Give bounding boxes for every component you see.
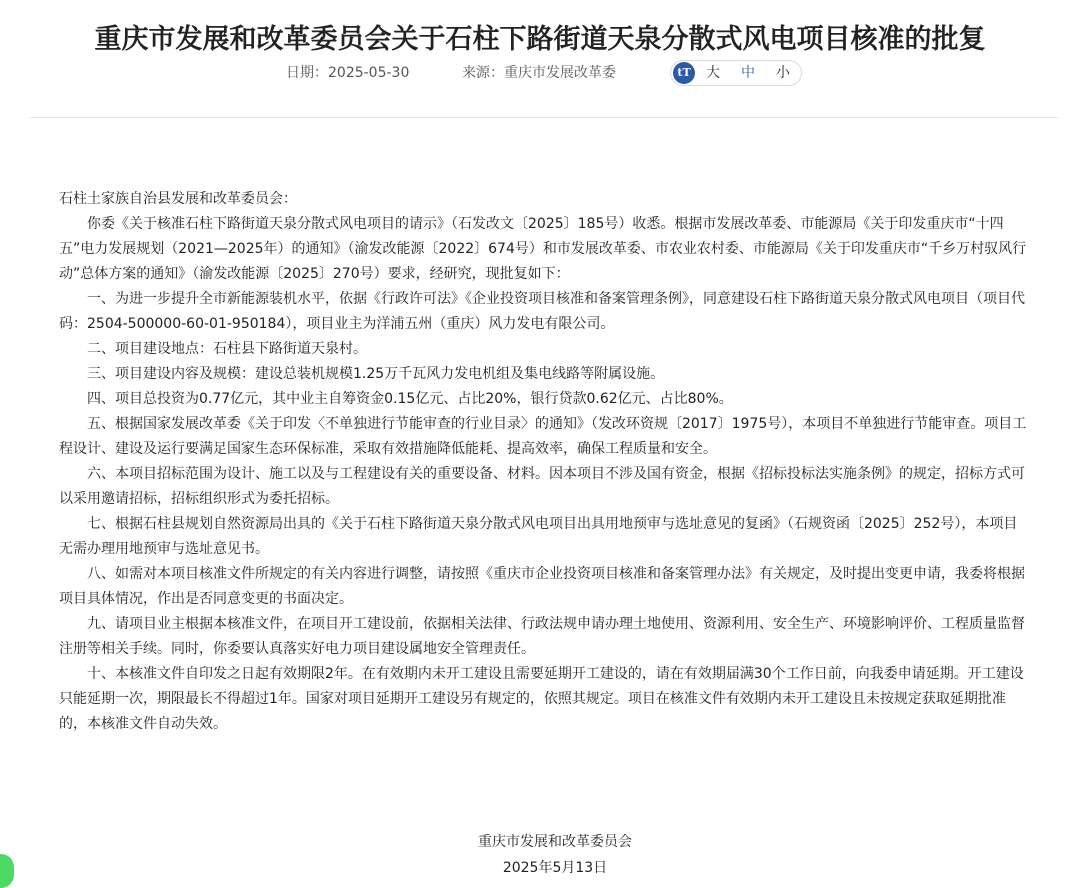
side-float-tab[interactable] xyxy=(0,854,14,888)
article-body xyxy=(59,187,1030,737)
font-size-icon: tT xyxy=(673,62,695,84)
body-paragraph: 九、请项目业主根据本核准文件，在项目开工建设前，依据相关法律、行政法规申请办理土地使用、资源利用、安全生产、环境影响评价、工程质量监督注册等相关手续。同时，你委要认真落实好电力项目建设属地安全管理责任。 xyxy=(59,616,1025,657)
salutation: 石柱土家族自治县发展和改革委员会： xyxy=(59,191,297,207)
font-size-small-button[interactable]: 小 xyxy=(776,65,790,81)
body-paragraph: 六、本项目招标范围为设计、施工以及与工程建设有关的重要设备、材料。因本项目不涉及国有资金，根据《招标投标法实施条例》的规定，招标方式可以采用邀请招标，招标组织形式为委托招标。 xyxy=(59,466,1025,507)
body-paragraph: 七、根据石柱县规划自然资源局出具的《关于石柱下路街道天泉分散式风电项目出具用地预审与选址意见的复函》（石规资函〔2025〕252号），本项目无需办理用地预审与选址意见书。 xyxy=(59,516,1018,557)
publish-date: 日期：2025-05-30 xyxy=(286,65,410,81)
header-divider xyxy=(30,117,1058,118)
signature-date: 2025年5月13日 xyxy=(502,860,608,876)
signature-org: 重庆市发展和改革委员会 xyxy=(478,834,632,850)
body-paragraph: 五、根据国家发展改革委《关于印发〈不单独进行节能审查的行业目录〉的通知》（发改环资规〔2017〕1975号），本项目不单独进行节能审查。项目工程设计、建设及运行要满足国家生态环保标准，采取有效措施降低能耗、提高效率，确保工程质量和安全。 xyxy=(59,416,1027,457)
article-meta xyxy=(0,60,1080,86)
body-paragraph: 四、项目总投资为0.77亿元，其中业主自筹资金0.15亿元、占比20%，银行贷款0.62亿元、占比80%。 xyxy=(87,391,733,407)
font-size-medium-button[interactable]: 中 xyxy=(741,65,755,81)
body-paragraph: 二、项目建设地点：石柱县下路街道天泉村。 xyxy=(87,341,367,357)
body-paragraph: 你委《关于核准石柱下路街道天泉分散式风电项目的请示》（石发改文〔2025〕185号）收悉。根据市发展改革委、市能源局《关于印发重庆市“十四五”电力发展规划（2021—2025年）的通知》（渝发改能源〔2022〕674号）和市发展改革委、市农业农村委、市能源局《关于印发重庆市“千乡万村驭风行动”总体方案的通知》（渝发改能源〔2025〕270号）要求，经研究，现批复如下： xyxy=(59,216,1027,282)
body-paragraph: 十、本核准文件自印发之日起有效期限2年。在有效期内未开工建设且需要延期开工建设的，请在有效期届满30个工作日前，向我委申请延期。开工建设只能延期一次，期限最长不得超过1年。国家对项目延期开工建设另有规定的，依照其规定。项目在核准文件有效期内未开工建设且未按规定获取延期批准的，本核准文件自动失效。 xyxy=(59,666,1024,732)
body-paragraph: 三、项目建设内容及规模：建设总装机规模1.25万千瓦风力发电机组及集电线路等附属设施。 xyxy=(87,366,665,382)
font-size-switch xyxy=(670,60,802,86)
body-paragraph: 一、为进一步提升全市新能源装机水平，依据《行政许可法》《企业投资项目核准和备案管理条例》，同意建设石柱下路街道天泉分散式风电项目（项目代码：2504-500000-60-01-950184），项目业主为洋浦五州（重庆）风力发电有限公司。 xyxy=(59,291,1025,332)
font-size-large-button[interactable]: 大 xyxy=(706,65,720,81)
body-paragraph: 八、如需对本项目核准文件所规定的有关内容进行调整，请按照《重庆市企业投资项目核准和备案管理办法》有关规定，及时提出变更申请，我委将根据项目具体情况，作出是否同意变更的书面决定。 xyxy=(59,566,1025,607)
publish-source: 来源：重庆市发展改革委 xyxy=(462,65,616,81)
page-title: 重庆市发展和改革委员会关于石柱下路街道天泉分散式风电项目核准的批复 xyxy=(94,24,986,56)
